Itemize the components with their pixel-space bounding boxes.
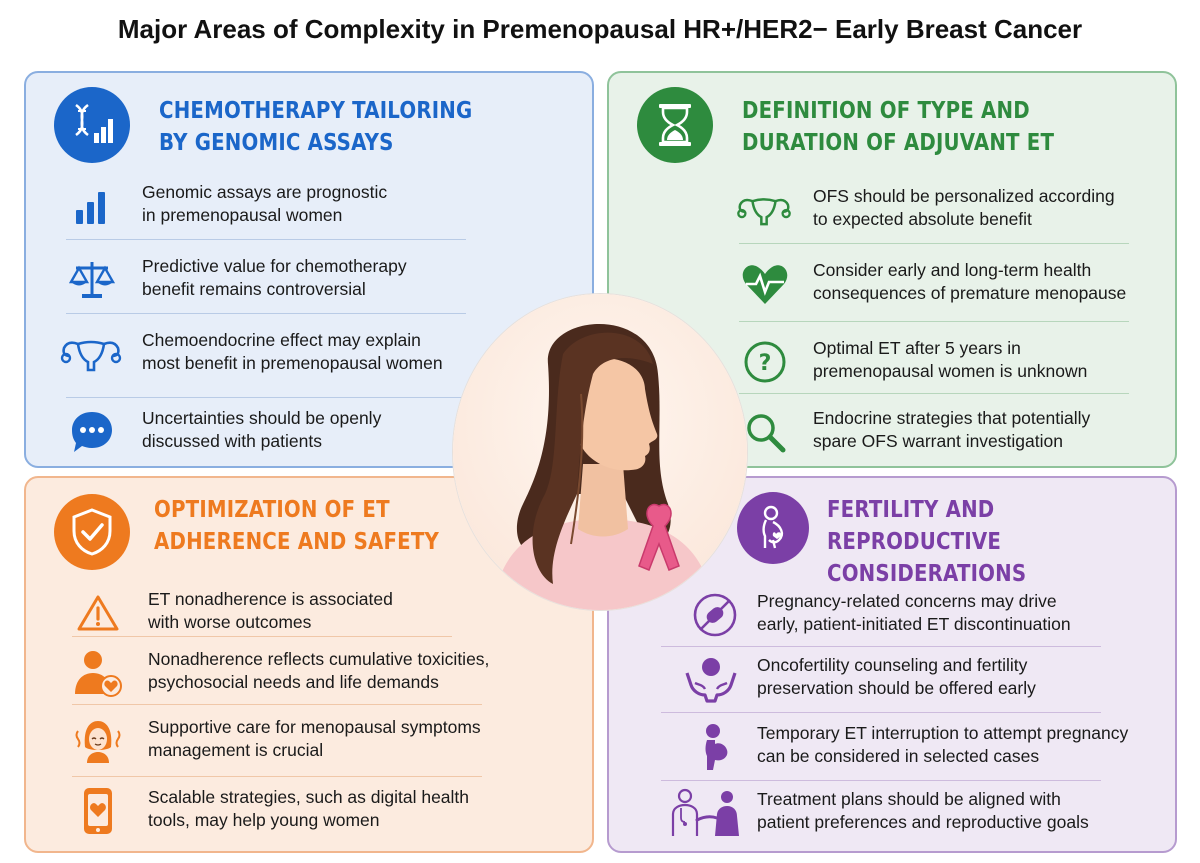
- divider: [739, 393, 1129, 394]
- divider: [72, 704, 482, 705]
- divider: [72, 776, 482, 777]
- pregnant-icon: [687, 722, 743, 772]
- uterus-icon: [56, 329, 126, 379]
- uterus-icon: [733, 185, 795, 235]
- panel-heading: DEFINITION OF TYPE AND DURATION OF ADJUVANT ET: [742, 98, 1055, 156]
- divider: [739, 321, 1129, 322]
- item-text: OFS should be personalized according to expected absolute benefit: [813, 186, 1115, 229]
- item-text: Endocrine strategies that potentially spare OFS warrant investigation: [813, 408, 1091, 451]
- dna-chart-icon: [54, 87, 130, 163]
- phone-heart-icon: [70, 786, 126, 836]
- divider: [66, 313, 466, 314]
- item-text: Uncertainties should be openly discussed with patients: [142, 408, 382, 451]
- scales-icon: [64, 255, 120, 305]
- divider: [66, 239, 466, 240]
- hands-person-icon: [683, 654, 739, 704]
- person-heart-icon: [70, 648, 126, 698]
- heart-pulse-icon: [737, 259, 793, 309]
- doctor-patient-icon: [667, 788, 747, 838]
- svg-text:?: ?: [758, 351, 772, 376]
- item-text: Pregnancy-related concerns may drive early, patient-initiated ET discontinuation: [757, 591, 1071, 634]
- page-title: Major Areas of Complexity in Premenopausal HR+/HER2− Early Breast Cancer: [117, 14, 1083, 44]
- divider: [661, 780, 1101, 781]
- item-text: Supportive care for menopausal symptoms management is crucial: [148, 717, 481, 760]
- panel-heading: FERTILITY AND REPRODUCTIVE CONSIDERATIONS: [827, 497, 1027, 587]
- warning-icon: [70, 588, 126, 638]
- divider: [739, 243, 1129, 244]
- divider: [661, 712, 1101, 713]
- question-icon: [737, 337, 793, 387]
- item-text: Predictive value for chemotherapy benefit remains controversial: [142, 256, 407, 299]
- item-text: Genomic assays are prognostic in premenopausal women: [142, 182, 388, 225]
- hourglass-icon: [637, 87, 713, 163]
- pill-stop-icon: [687, 590, 743, 640]
- speech-bubble-icon: [64, 407, 120, 457]
- item-text: Chemoendocrine effect may explain most benefit in premenopausal women: [142, 330, 443, 373]
- item-text: Scalable strategies, such as digital health tools, may help young women: [148, 787, 470, 830]
- item-text: Temporary ET interruption to attempt pregnancy can be considered in selected cases: [757, 723, 1129, 766]
- item-text: Consider early and long-term health consequences of premature menopause: [813, 260, 1127, 303]
- panel-heading: OPTIMIZATION OF ET ADHERENCE AND SAFETY: [154, 497, 440, 555]
- item-text: Nonadherence reflects cumulative toxicities, psychosocial needs and life demands: [148, 649, 490, 692]
- bar-chart-icon: [64, 181, 120, 231]
- divider: [661, 646, 1101, 647]
- item-text: Optimal ET after 5 years in premenopausal women is unknown: [813, 338, 1088, 381]
- item-text: Treatment plans should be aligned with patient preferences and reproductive goals: [757, 789, 1089, 832]
- woman-hotflash-icon: [70, 716, 126, 766]
- divider: [66, 397, 466, 398]
- pregnant-woman-icon: [737, 492, 809, 564]
- woman-pink-ribbon-illustration: [453, 294, 747, 610]
- panel-heading: CHEMOTHERAPY TAILORING BY GENOMIC ASSAYS: [159, 98, 473, 156]
- item-text: ET nonadherence is associated with worse outcomes: [148, 589, 393, 632]
- shield-check-icon: [54, 494, 130, 570]
- item-text: Oncofertility counseling and fertility preservation should be offered early: [757, 655, 1036, 698]
- divider: [72, 636, 452, 637]
